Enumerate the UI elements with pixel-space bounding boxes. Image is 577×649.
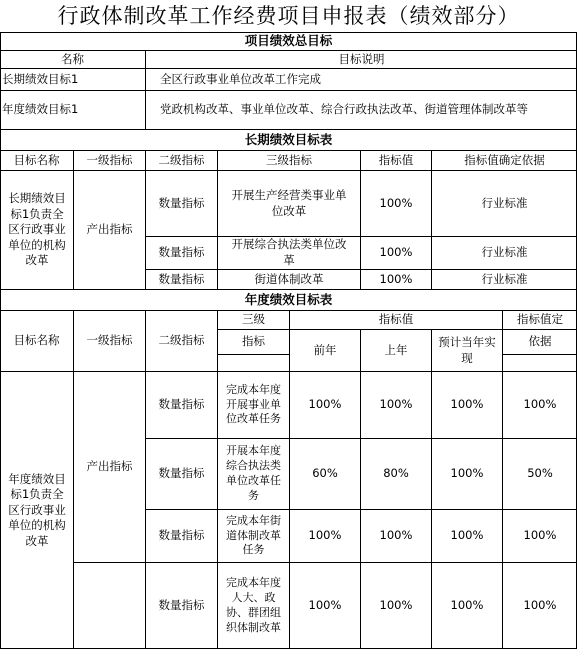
annual-heading: 年度绩效目标表 [244, 291, 333, 307]
h-line [0, 32, 577, 33]
h-line [217, 354, 290, 355]
an-header-value-group: 指标值 [378, 312, 414, 327]
v-line [360, 329, 361, 648]
form-title: 行政体制改革工作经费项目申报表（绩效部分） [57, 4, 520, 28]
an-row-2-basis: 50% [527, 466, 553, 481]
long-term-heading: 长期绩效目标表 [244, 131, 333, 147]
an-row-4-level2: 数量指标 [158, 598, 205, 613]
v-line [217, 150, 218, 289]
an-header-level3-bottom: 指标 [242, 334, 265, 349]
h-line [145, 269, 577, 270]
an-row-3-level2: 数量指标 [158, 528, 205, 543]
overall-name-header: 名称 [61, 51, 84, 66]
an-row-1-basis: 100% [523, 397, 557, 412]
lt-row-3-value: 100% [379, 271, 413, 286]
lt-row-1-value: 100% [379, 195, 413, 210]
lt-row-2-level3: 开展综合执法类单位改革 [231, 237, 347, 267]
an-header-basis-bottom: 依据 [528, 334, 552, 349]
an-target-name: 年度绩效目标1负责全区行政事业单位的机构改革 [8, 471, 66, 548]
overall-row-1-desc: 全区行政事业单位改革工作完成 [160, 71, 321, 86]
lt-header-target: 目标名称 [13, 152, 60, 167]
an-header-basis-top: 指标值定 [517, 312, 563, 327]
lt-header-value: 指标值 [378, 152, 414, 167]
overall-heading: 项目绩效总目标 [244, 33, 333, 49]
overall-desc-header: 目标说明 [338, 51, 385, 66]
lt-row-1-basis: 行业标准 [481, 195, 528, 210]
lt-header-level1: 一级指标 [86, 152, 133, 167]
h-line [0, 289, 577, 290]
an-header-last-year: 上年 [384, 342, 408, 357]
h-line [0, 170, 577, 171]
v-line [289, 310, 290, 648]
an-header-target: 目标名称 [13, 333, 60, 348]
h-line [217, 329, 577, 330]
lt-row-3-basis: 行业标准 [481, 271, 528, 286]
lt-row-2-value: 100% [379, 245, 413, 260]
an-row-1-prev: 100% [308, 397, 342, 412]
h-line [0, 50, 577, 51]
v-line [360, 150, 361, 289]
an-row-2-prev: 60% [312, 466, 338, 481]
an-row-4-prev: 100% [308, 598, 342, 613]
h-line [502, 354, 577, 355]
lt-header-level2: 二级指标 [158, 152, 205, 167]
lt-row-1-level2: 数量指标 [158, 195, 205, 210]
lt-level1: 产出指标 [86, 222, 133, 237]
lt-row-2-basis: 行业标准 [481, 245, 528, 260]
an-row-3-last: 100% [379, 528, 413, 543]
an-row-3-level3: 完成本年街道体制改革任务 [226, 513, 281, 557]
overall-row-1-name: 长期绩效目标1 [2, 71, 79, 86]
an-header-level3-top: 三级 [242, 312, 265, 327]
lt-row-3-level2: 数量指标 [158, 271, 205, 286]
an-row-3-prev: 100% [308, 528, 342, 543]
lt-row-3-level3: 街道体制改革 [254, 271, 324, 286]
h-line [0, 68, 577, 69]
an-level1: 产出指标 [86, 459, 133, 474]
an-row-1-level2: 数量指标 [158, 397, 205, 412]
an-row-3-expected: 100% [450, 528, 484, 543]
v-line [431, 150, 432, 289]
v-line [431, 329, 432, 648]
v-line [73, 150, 74, 289]
v-line [145, 310, 146, 648]
an-row-4-last: 100% [379, 598, 413, 613]
h-line [145, 438, 577, 439]
an-row-2-level3: 开展本年度综合执法类单位改革任务 [226, 444, 281, 502]
an-row-2-last: 80% [383, 466, 409, 481]
v-line [217, 310, 218, 648]
an-row-2-expected: 100% [450, 466, 484, 481]
table-border-left [0, 32, 1, 649]
an-row-1-last: 100% [379, 397, 413, 412]
an-header-level2: 二级指标 [158, 333, 205, 348]
an-header-expected: 预计当年实现 [438, 334, 496, 365]
an-header-prev-year: 前年 [313, 342, 337, 357]
lt-row-2-level2: 数量指标 [158, 245, 205, 260]
v-line [145, 150, 146, 289]
lt-row-1-level3: 开展生产经营类事业单位改革 [231, 187, 347, 218]
lt-header-basis: 指标值确定依据 [464, 152, 545, 167]
an-row-4-expected: 100% [450, 598, 484, 613]
h-line [0, 150, 577, 151]
h-line [145, 236, 577, 237]
v-line [502, 310, 503, 648]
v-line [145, 50, 146, 129]
overall-row-2-name: 年度绩效目标1 [2, 102, 79, 117]
h-line [0, 129, 577, 130]
an-row-1-expected: 100% [450, 397, 484, 412]
lt-header-level3: 三级指标 [266, 152, 312, 167]
an-row-2-level2: 数量指标 [158, 466, 205, 481]
an-row-1-level3: 完成本年度开展事业单位改革任务 [226, 382, 281, 426]
an-header-level1: 一级指标 [86, 333, 133, 348]
an-row-3-basis: 100% [523, 528, 557, 543]
h-line [0, 90, 577, 91]
lt-target-name: 长期绩效目标1负责全区行政事业单位的机构改革 [8, 191, 66, 268]
an-row-4-basis: 100% [523, 598, 557, 613]
overall-row-2-desc: 党政机构改革、事业单位改革、综合行政执法改革、街道管理体制改革等 [160, 102, 528, 117]
an-row-4-level3: 完成本年度人大、政协、群团组织体制改革 [226, 576, 281, 634]
v-line [73, 310, 74, 648]
h-line [145, 509, 577, 510]
